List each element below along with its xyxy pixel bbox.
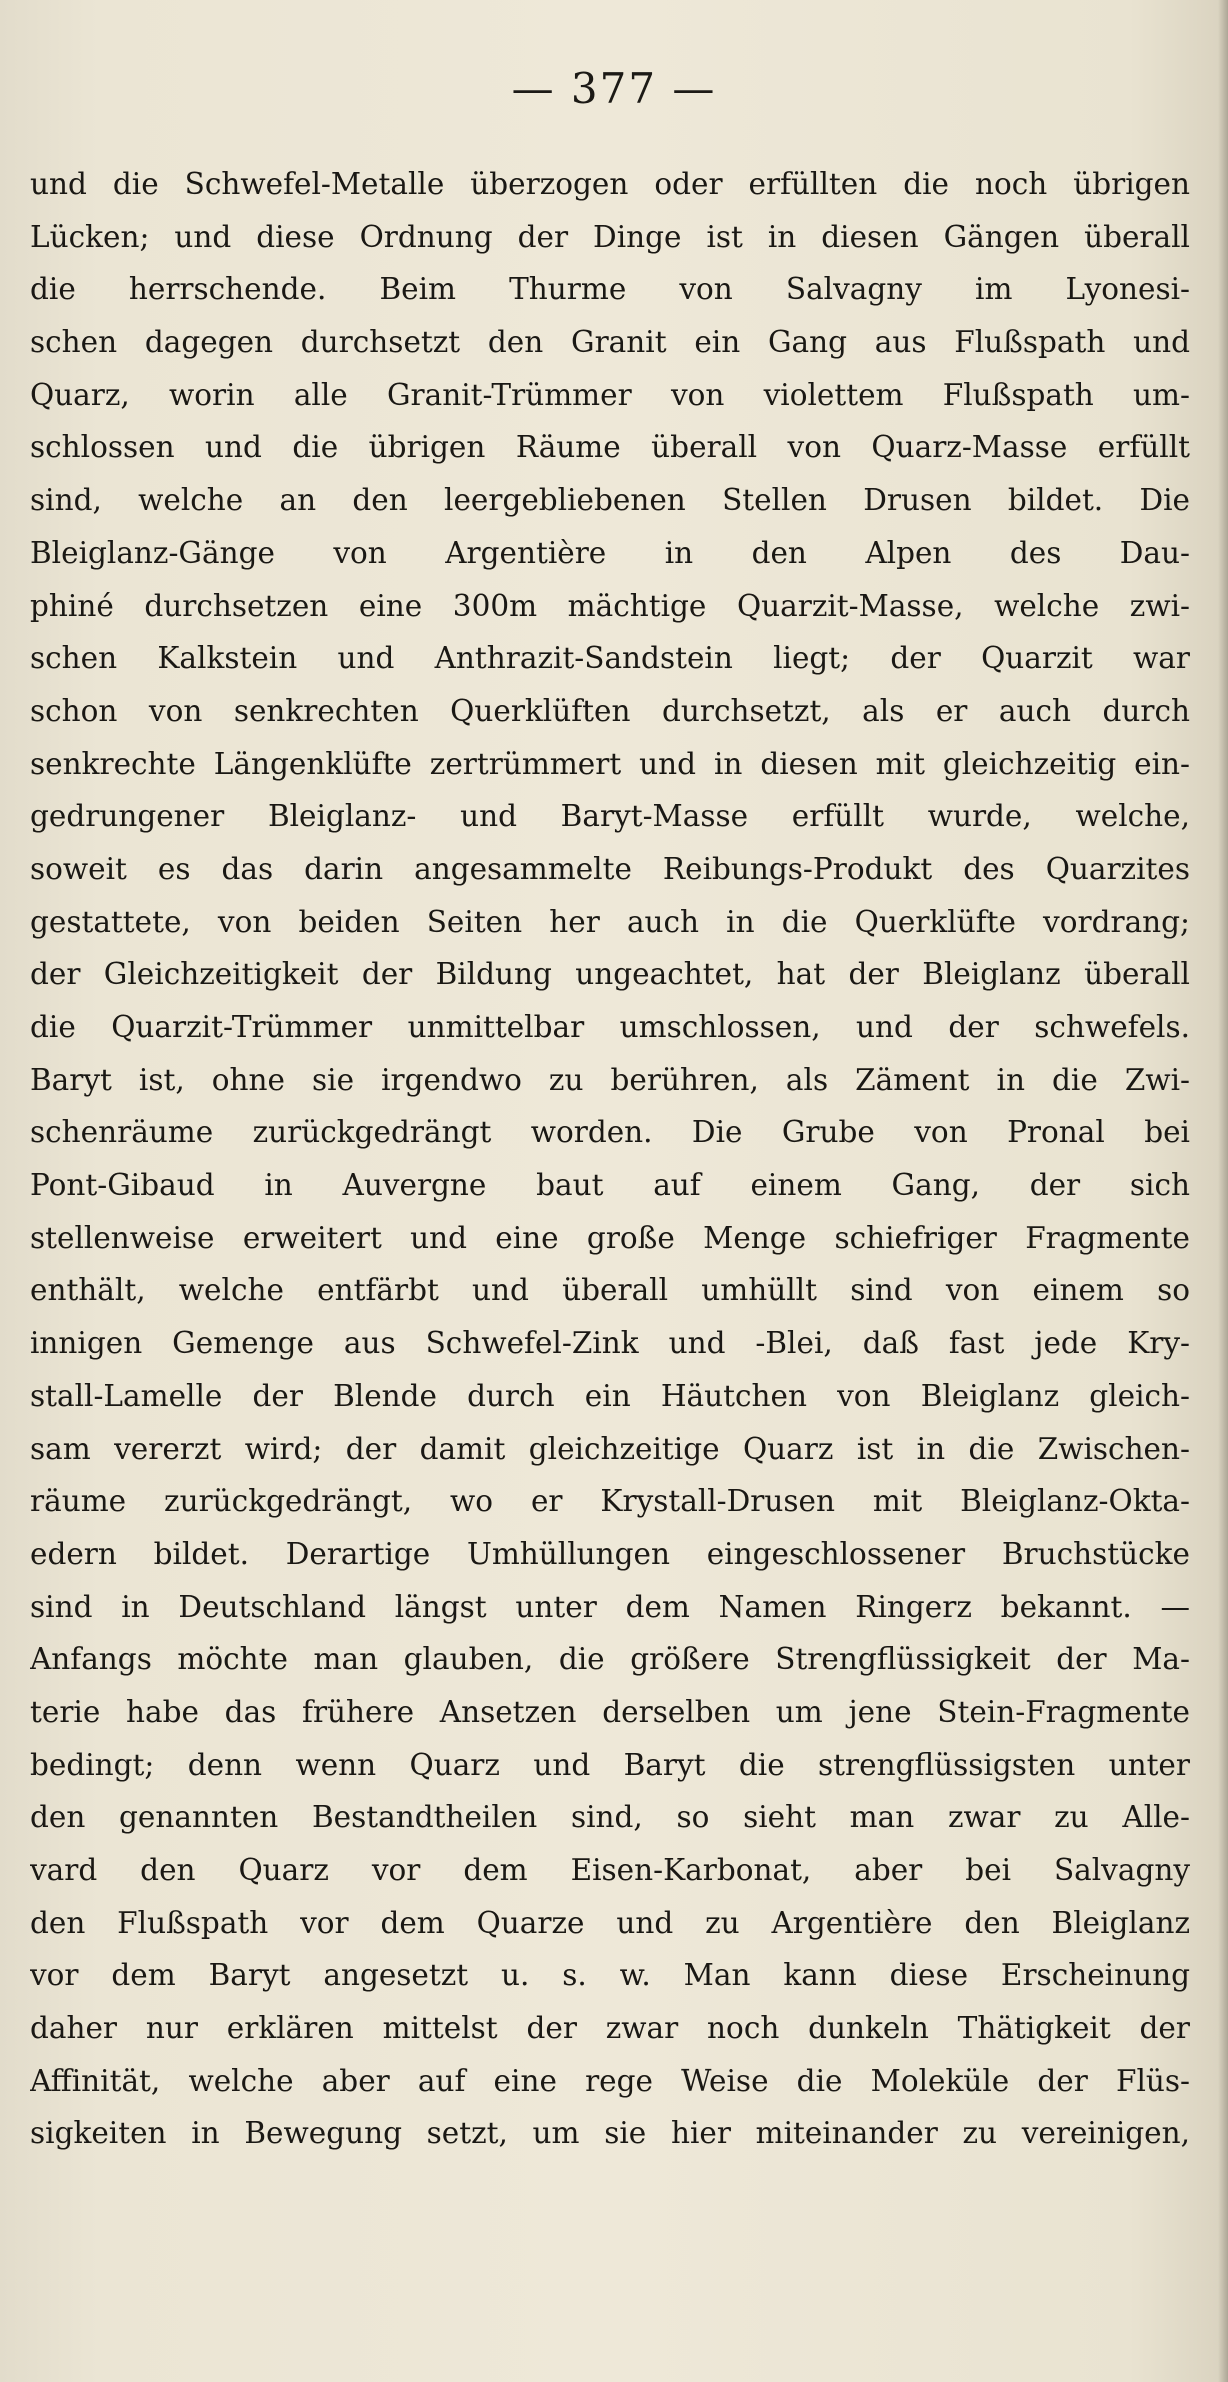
text-line: Lücken; und diese Ordnung der Dinge ist in diesen Gängen überall (30, 219, 1190, 254)
text-line: Baryt ist, ohne sie irgendwo zu berühren, als Zäment in die Zwi- (30, 1062, 1190, 1097)
text-line: senkrechte Längenklüfte zertrümmert und in diesen mit gleichzeitig ein- (30, 746, 1190, 781)
text-line: sind, welche an den leergebliebenen Stellen Drusen bildet. Die (30, 483, 1190, 518)
text-line: Bleiglanz-Gänge von Argentière in den Alpen des Dau- (30, 535, 1190, 570)
text-line: gedrungener Bleiglanz- und Baryt-Masse erfüllt wurde, welche, (30, 799, 1190, 834)
text-line: Affinität, welche aber auf eine rege Weise die Moleküle der Flüs- (30, 2063, 1190, 2098)
text-line: sigkeiten in Bewegung setzt, um sie hier miteinander zu vereinigen, (30, 2116, 1190, 2151)
text-line: phiné durchsetzen eine 300m mächtige Quarzit-Masse, welche zwi- (30, 588, 1190, 623)
text-line: den Flußspath vor dem Quarze und zu Argentière den Bleiglanz (30, 1905, 1190, 1940)
text-line: stall-Lamelle der Blende durch ein Häutchen von Bleiglanz gleich- (30, 1378, 1190, 1413)
text-line: bedingt; denn wenn Quarz und Baryt die strengflüssigsten unter (30, 1747, 1190, 1782)
text-line: schenräume zurückgedrängt worden. Die Grube von Pronal bei (30, 1115, 1190, 1150)
text-line: die Quarzit-Trümmer unmittelbar umschlossen, und der schwefels. (30, 1010, 1190, 1044)
text-line: schen Kalkstein und Anthrazit-Sandstein liegt; der Quarzit war (30, 641, 1190, 676)
text-line: Anfangs möchte man glauben, die größere Strengflüssigkeit der Ma- (30, 1642, 1190, 1677)
text-line: die herrschende. Beim Thurme von Salvagny im Lyonesi- (30, 272, 1190, 307)
text-line: vard den Quarz vor dem Eisen-Karbonat, aber bei Salvagny (30, 1853, 1190, 1887)
text-line: edern bildet. Derartige Umhüllungen eingeschlossener Bruchstücke (30, 1536, 1190, 1571)
text-line: räume zurückgedrängt, wo er Krystall-Drusen mit Bleiglanz-Okta- (30, 1484, 1190, 1519)
text-line: sam vererzt wird; der damit gleichzeitige Quarz ist in die Zwischen- (30, 1431, 1190, 1466)
text-line: sind in Deutschland längst unter dem Namen Ringerz bekannt. — (30, 1589, 1190, 1624)
text-line: soweit es das darin angesammelte Reibungs-Produkt des Quarzites (30, 851, 1190, 886)
text-line: daher nur erklären mittelst der zwar noch dunkeln Thätigkeit der (30, 2011, 1190, 2046)
text-line: schen dagegen durchsetzt den Granit ein Gang aus Flußspath und (30, 325, 1190, 360)
text-line: gestattete, von beiden Seiten her auch in die Querklüfte vordrang; (30, 904, 1190, 939)
text-line: enthält, welche entfärbt und überall umhüllt sind von einem so (30, 1273, 1190, 1308)
text-line: schlossen und die übrigen Räume überall von Quarz-Masse erfüllt (30, 430, 1190, 465)
text-line: innigen Gemenge aus Schwefel-Zink und -Blei, daß fast jede Kry- (30, 1326, 1190, 1361)
text-line: schon von senkrechten Querklüften durchsetzt, als er auch durch (30, 693, 1190, 728)
text-line: vor dem Baryt angesetzt u. s. w. Man kann diese Erscheinung (30, 1958, 1190, 1993)
text-line: den genannten Bestandtheilen sind, so sieht man zwar zu Alle- (30, 1800, 1190, 1835)
text-line: stellenweise erweitert und eine große Menge schiefriger Fragmente (30, 1220, 1190, 1255)
page-number: — 377 — (511, 64, 717, 113)
text-line: der Gleichzeitigkeit der Bildung ungeachtet, hat der Bleiglanz überall (30, 957, 1190, 992)
body-text (30, 158, 1190, 2160)
text-line: und die Schwefel-Metalle überzogen oder erfüllten die noch übrigen (30, 167, 1190, 201)
text-line: terie habe das frühere Ansetzen derselben um jene Stein-Fragmente (30, 1694, 1190, 1729)
text-line: Pont-Gibaud in Auvergne baut auf einem Gang, der sich (30, 1168, 1190, 1203)
text-line: Quarz, worin alle Granit-Trümmer von violettem Flußspath um- (30, 377, 1190, 412)
